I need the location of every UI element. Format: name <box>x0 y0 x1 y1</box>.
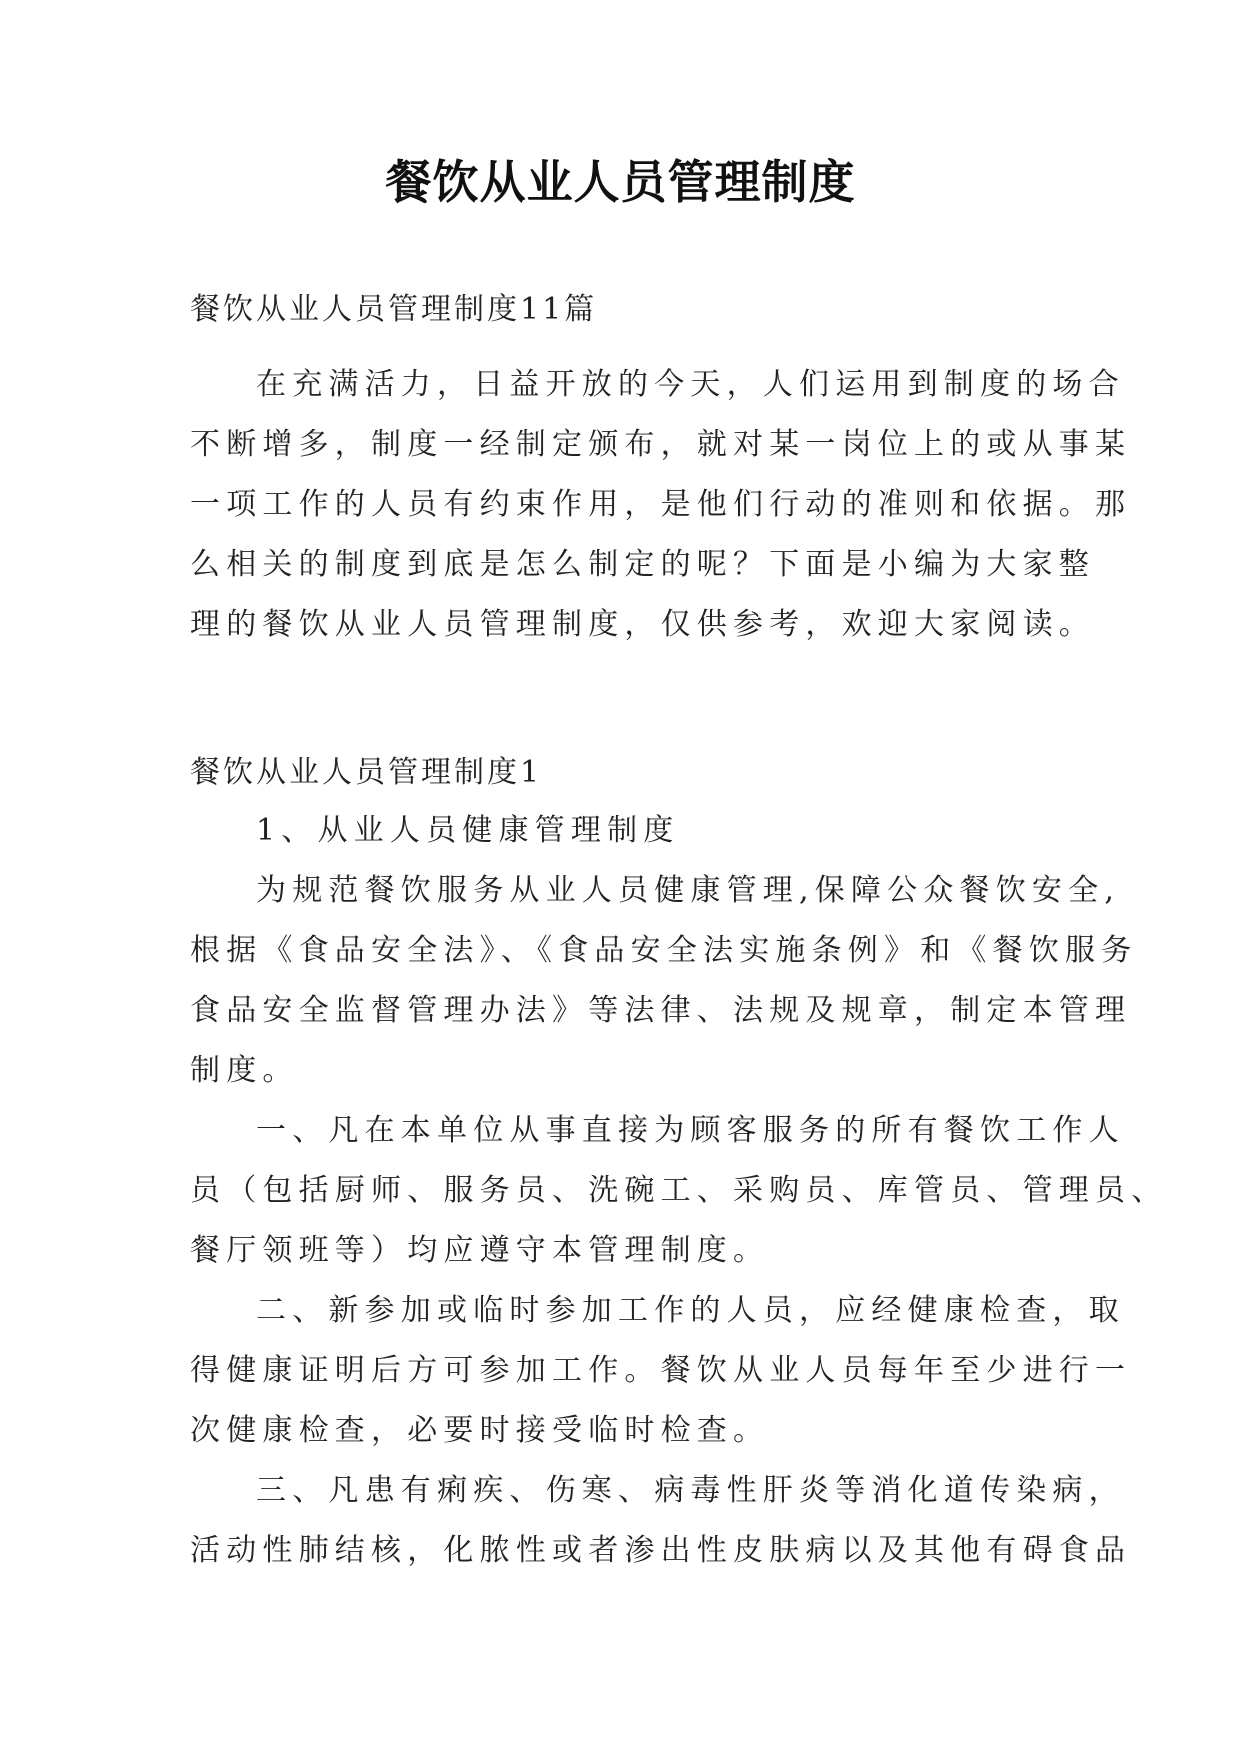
text-line: 不断增多，制度一经制定颁布，就对某一岗位上的或从事某 <box>190 427 1132 462</box>
section-heading-text: 餐饮从业人员管理制度1 <box>190 755 543 790</box>
text-line: 一、凡在本单位从事直接为顾客服务的所有餐饮工作人 <box>256 1113 1125 1148</box>
item-heading-text: 1、从业人员健康管理制度 <box>256 813 680 848</box>
paragraph-disease <box>190 1461 1132 1581</box>
document-title: 餐饮从业人员管理制度 <box>385 155 856 209</box>
text-line: 理的餐饮从业人员管理制度，仅供参考，欢迎大家阅读。 <box>190 607 1095 642</box>
text-line: 次健康检查，必要时接受临时检查。 <box>190 1413 770 1448</box>
text-line: 员（包括厨师、服务员、洗碗工、采购员、库管员、管理员、 <box>190 1173 1168 1208</box>
text-line: 么相关的制度到底是怎么制定的呢？下面是小编为大家整 <box>190 547 1095 582</box>
section-heading <box>190 753 1060 793</box>
text-line: 三、凡患有痢疾、伤寒、病毒性肝炎等消化道传染病， <box>256 1473 1125 1508</box>
text-line: 食品安全监督管理办法》等法律、法规及规章，制定本管理 <box>190 993 1132 1028</box>
text-line: 在充满活力，日益开放的今天，人们运用到制度的场合 <box>256 367 1125 402</box>
text-line: 一项工作的人员有约束作用，是他们行动的准则和依据。那 <box>190 487 1132 522</box>
paragraph-basis <box>190 861 1138 1101</box>
intro-paragraph <box>190 355 1132 655</box>
paragraph-health-check <box>190 1281 1132 1461</box>
text-line: 二、新参加或临时参加工作的人员，应经健康检查，取 <box>256 1293 1125 1328</box>
text-line: 活动性肺结核，化脓性或者渗出性皮肤病以及其他有碍食品 <box>190 1533 1132 1568</box>
text-line: 根据《食品安全法》、《食品安全法实施条例》和《餐饮服务 <box>190 933 1138 968</box>
text-line: 得健康证明后方可参加工作。餐饮从业人员每年至少进行一 <box>190 1353 1132 1388</box>
text-line: 制度。 <box>190 1053 299 1088</box>
document-subtitle: 餐饮从业人员管理制度11篇 <box>190 292 598 327</box>
text-line: 餐厅领班等）均应遵守本管理制度。 <box>190 1233 770 1268</box>
paragraph-scope <box>190 1101 1168 1281</box>
text-line: 为规范餐饮服务从业人员健康管理,保障公众餐饮安全, <box>256 873 1121 908</box>
item-heading <box>190 801 1060 861</box>
